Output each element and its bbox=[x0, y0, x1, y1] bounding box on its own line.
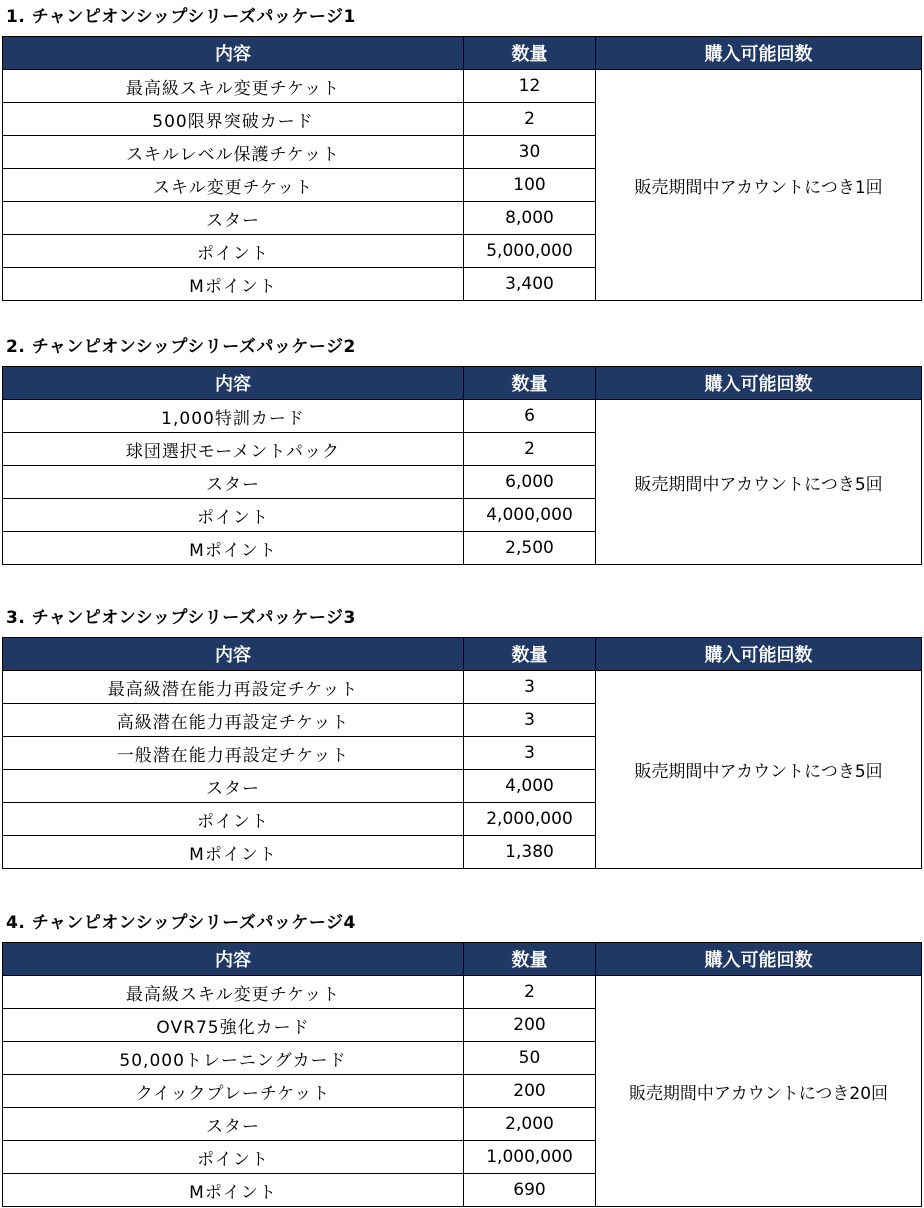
item-name: 球団選択モーメントパック bbox=[3, 433, 464, 466]
item-name: クイックプレーチケット bbox=[3, 1075, 464, 1108]
header-content: 内容 bbox=[3, 638, 464, 671]
item-name: ポイント bbox=[3, 803, 464, 836]
item-name: 最高級潜在能力再設定チケット bbox=[3, 671, 464, 704]
header-content: 内容 bbox=[3, 943, 464, 976]
header-limit: 購入可能回数 bbox=[596, 943, 922, 976]
item-quantity: 50 bbox=[464, 1042, 596, 1075]
item-quantity: 2,500 bbox=[464, 532, 596, 565]
package-table bbox=[2, 36, 922, 301]
item-name: 高級潜在能力再設定チケット bbox=[3, 704, 464, 737]
item-name: スキル変更チケット bbox=[3, 169, 464, 202]
item-name: スター bbox=[3, 466, 464, 499]
item-name: スキルレベル保護チケット bbox=[3, 136, 464, 169]
item-quantity: 4,000,000 bbox=[464, 499, 596, 532]
purchase-limit: 販売期間中アカウントにつき20回 bbox=[596, 976, 922, 1207]
item-name: 50,000トレーニングカード bbox=[3, 1042, 464, 1075]
header-limit: 購入可能回数 bbox=[596, 638, 922, 671]
item-name: Mポイント bbox=[3, 532, 464, 565]
item-quantity: 690 bbox=[464, 1174, 596, 1207]
package-table bbox=[2, 637, 922, 869]
item-quantity: 8,000 bbox=[464, 202, 596, 235]
package-title: 4. チャンピオンシップシリーズパッケージ4 bbox=[6, 913, 356, 933]
table-row bbox=[3, 976, 922, 1009]
header-content: 内容 bbox=[3, 367, 464, 400]
item-quantity: 2,000,000 bbox=[464, 803, 596, 836]
item-name: 500限界突破カード bbox=[3, 103, 464, 136]
item-name: スター bbox=[3, 202, 464, 235]
item-quantity: 3,400 bbox=[464, 268, 596, 301]
package-title: 2. チャンピオンシップシリーズパッケージ2 bbox=[6, 337, 356, 357]
item-quantity: 4,000 bbox=[464, 770, 596, 803]
item-quantity: 2 bbox=[464, 103, 596, 136]
item-name: ポイント bbox=[3, 1141, 464, 1174]
item-quantity: 6 bbox=[464, 400, 596, 433]
purchase-limit: 販売期間中アカウントにつき1回 bbox=[596, 70, 922, 301]
table-row bbox=[3, 400, 922, 433]
item-name: 最高級スキル変更チケット bbox=[3, 976, 464, 1009]
header-quantity: 数量 bbox=[464, 37, 596, 70]
table-header-row bbox=[3, 367, 922, 400]
header-quantity: 数量 bbox=[464, 638, 596, 671]
item-quantity: 2 bbox=[464, 976, 596, 1009]
item-name: ポイント bbox=[3, 499, 464, 532]
item-name: ポイント bbox=[3, 235, 464, 268]
item-name: スター bbox=[3, 770, 464, 803]
item-quantity: 3 bbox=[464, 737, 596, 770]
item-name: 一般潜在能力再設定チケット bbox=[3, 737, 464, 770]
item-quantity: 3 bbox=[464, 671, 596, 704]
package-title: 1. チャンピオンシップシリーズパッケージ1 bbox=[6, 7, 356, 27]
item-quantity: 200 bbox=[464, 1075, 596, 1108]
item-quantity: 30 bbox=[464, 136, 596, 169]
item-quantity: 3 bbox=[464, 704, 596, 737]
item-name: Mポイント bbox=[3, 268, 464, 301]
table-header-row bbox=[3, 638, 922, 671]
purchase-limit: 販売期間中アカウントにつき5回 bbox=[596, 671, 922, 869]
header-content: 内容 bbox=[3, 37, 464, 70]
item-name: スター bbox=[3, 1108, 464, 1141]
purchase-limit: 販売期間中アカウントにつき5回 bbox=[596, 400, 922, 565]
header-quantity: 数量 bbox=[464, 943, 596, 976]
item-name: Mポイント bbox=[3, 836, 464, 869]
table-row bbox=[3, 671, 922, 704]
item-quantity: 1,000,000 bbox=[464, 1141, 596, 1174]
item-quantity: 5,000,000 bbox=[464, 235, 596, 268]
table-header-row bbox=[3, 37, 922, 70]
table-row bbox=[3, 70, 922, 103]
package-title: 3. チャンピオンシップシリーズパッケージ3 bbox=[6, 608, 356, 628]
item-name: 最高級スキル変更チケット bbox=[3, 70, 464, 103]
item-quantity: 100 bbox=[464, 169, 596, 202]
item-quantity: 200 bbox=[464, 1009, 596, 1042]
item-quantity: 2 bbox=[464, 433, 596, 466]
header-limit: 購入可能回数 bbox=[596, 367, 922, 400]
header-limit: 購入可能回数 bbox=[596, 37, 922, 70]
package-table bbox=[2, 366, 922, 565]
item-name: OVR75強化カード bbox=[3, 1009, 464, 1042]
item-name: 1,000特訓カード bbox=[3, 400, 464, 433]
header-quantity: 数量 bbox=[464, 367, 596, 400]
item-quantity: 6,000 bbox=[464, 466, 596, 499]
item-name: Mポイント bbox=[3, 1174, 464, 1207]
item-quantity: 1,380 bbox=[464, 836, 596, 869]
table-header-row bbox=[3, 943, 922, 976]
package-table bbox=[2, 942, 922, 1207]
item-quantity: 2,000 bbox=[464, 1108, 596, 1141]
item-quantity: 12 bbox=[464, 70, 596, 103]
